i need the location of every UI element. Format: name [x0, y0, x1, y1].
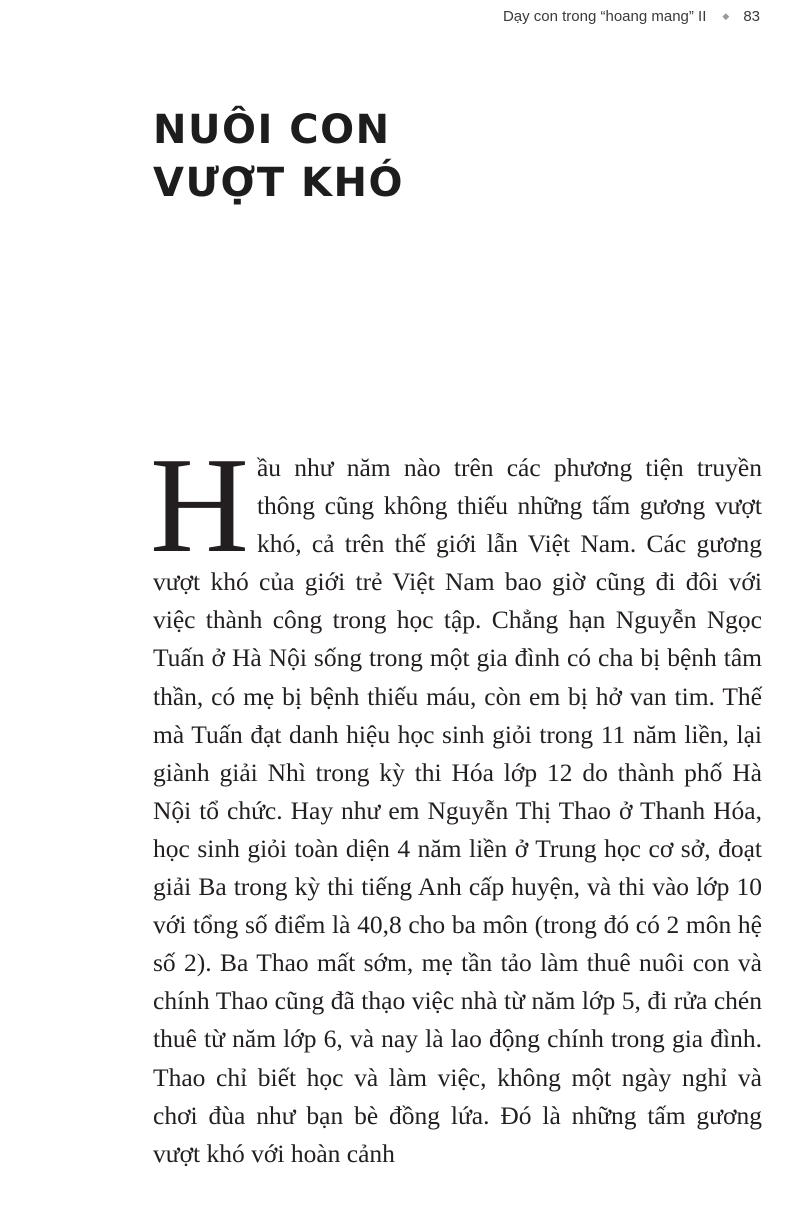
chapter-title-line-2: VƯỢT KHÓ: [153, 160, 405, 206]
chapter-title-line-1: NUÔI CON: [153, 107, 391, 153]
drop-cap: H: [150, 429, 249, 581]
running-header: [503, 8, 760, 25]
page-number: 83: [743, 8, 760, 25]
diamond-separator-icon: ◆: [722, 11, 730, 21]
running-title: Dạy con trong “hoang mang” II: [502, 8, 707, 25]
paragraph-text: ầu như năm nào trên các phương tiện truyền thông cũng không thiếu những tấm gương vượt khó, cả trên thế giới lẫn Việt Nam. Các gương vượt khó của giới trẻ Việt Nam bao giờ cũng đi đôi với việc thành công trong học tập. Chẳng hạn Nguyễn Ngọc Tuấn ở Hà Nội sống trong một gia đình có cha bị bệnh tâm thần, có mẹ bị bệnh thiếu máu, còn em bị hở van tim. Thế mà Tuấn đạt danh hiệu học sinh giỏi trong 11 năm liền, lại giành giải Nhì trong kỳ thi Hóa lớp 12 do thành phố Hà Nội tổ chức. Hay như em Nguyễn Thị Thao ở Thanh Hóa, học sinh giỏi toàn diện 4 năm liền ở Trung học cơ sở, đoạt giải Ba trong kỳ thi tiếng Anh cấp huyện, và thi vào lớp 10 với tổng số điểm là 40,8 cho ba môn (trong đó có 2 môn hệ số 2). Ba Thao mất sớm, mẹ tần tảo làm thuê nuôi con và chính Thao cũng đã thạo việc nhà từ năm lớp 5, đi rửa chén thuê từ năm lớp 6, và nay là lao động chính trong gia đình. Thao chỉ biết học và làm việc, không một ngày nghỉ và chơi đùa như bạn bè đồng lứa. Đó là những tấm gương vượt khó với hoàn cảnh: [153, 453, 762, 1168]
chapter-title: [153, 104, 404, 210]
body-paragraph: [150, 429, 762, 1173]
